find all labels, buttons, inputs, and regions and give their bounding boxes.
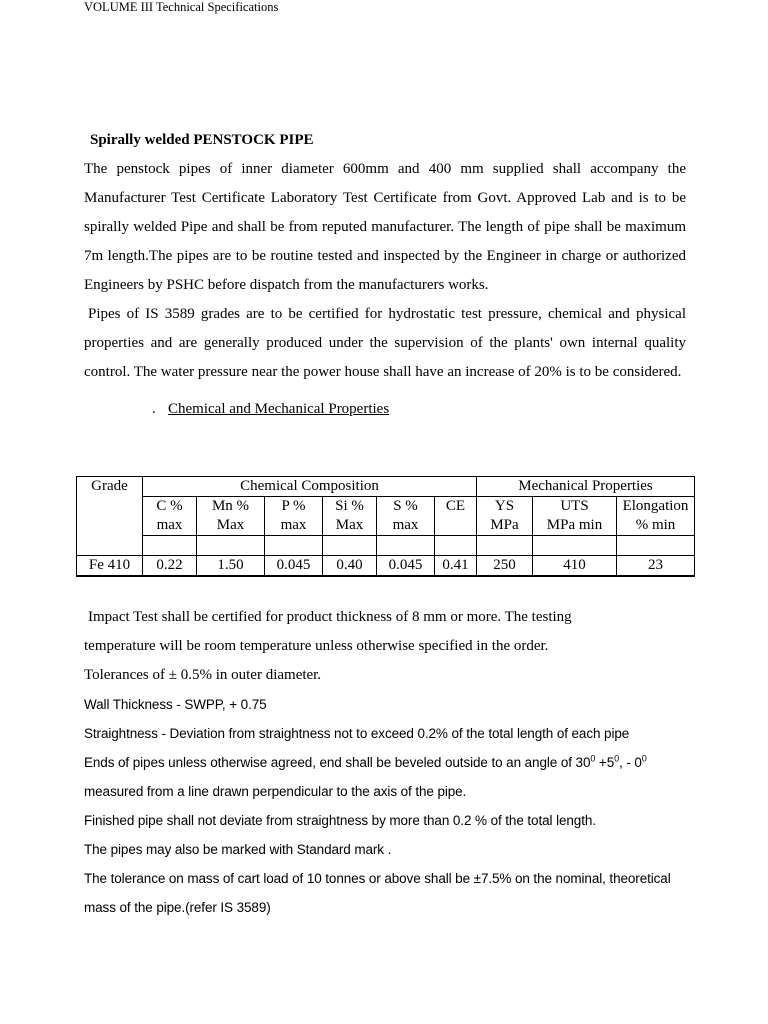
cell-value: 0.045: [265, 556, 323, 577]
grade-header: Grade: [77, 477, 143, 536]
col-header: CE: [435, 497, 477, 536]
col-header: Elongation % min: [617, 497, 695, 536]
table-header-row-2: [77, 497, 695, 536]
finished-pipe-note: Finished pipe shall not deviate from straightness by more than 0.2 % of the total length.: [84, 813, 596, 828]
cell-value: 0.41: [435, 556, 477, 577]
certification-paragraph: Pipes of IS 3589 grades are to be certified for hydrostatic test pressure, chemical and physical properties and are generally produced under the supervision of the plants' own internal quality control. The water pressure near the power house shall have an increase of 20% is to be considered.: [84, 306, 686, 380]
cell-value: 1.50: [197, 556, 265, 577]
cell-value: 410: [533, 556, 617, 577]
table-heading: [84, 395, 686, 423]
impact-test-note: Impact Test shall be certified for product thickness of 8 mm or more. The testing temperature will be room temperature unless otherwise specified in the order.: [84, 609, 572, 654]
section-title: Spirally welded PENSTOCK PIPE: [90, 132, 314, 148]
intro-paragraph: The penstock pipes of inner diameter 600mm and 400 mm supplied shall accompany the Manufacturer Test Certificate Laboratory Test Certificate from Govt. Approved Lab and is to be spirally welded Pipe and shall be from reputed manufacturer. The length of pipe shall be maximum 7m length.The pipes are to be routine tested and inspected by the Engineer in charge or authorized Engineers by PSHC before dispatch from the manufacturers works.: [84, 161, 686, 293]
properties-table: [76, 476, 695, 577]
table-header-row-1: [77, 477, 695, 497]
tolerance-note: Tolerances of ± 0.5% in outer diameter.: [84, 667, 322, 683]
standard-mark-note: The pipes may also be marked with Standard mark .: [84, 842, 392, 857]
col-header: UTS MPa min: [533, 497, 617, 536]
col-header: P % max: [265, 497, 323, 536]
page-header: VOLUME III Technical Specifications: [84, 0, 279, 14]
col-header: C % max: [143, 497, 197, 536]
table-heading-bullet: .: [152, 401, 156, 417]
table-row: [77, 556, 695, 577]
section-content: [84, 126, 686, 423]
wall-thickness-note: Wall Thickness - SWPP, + 0.75: [84, 697, 267, 712]
col-header: Mn % Max: [197, 497, 265, 536]
mechanical-properties-header: Mechanical Properties: [477, 477, 695, 497]
cell-grade: Fe 410: [77, 556, 143, 577]
table-spacer-row: [77, 536, 695, 556]
mass-tolerance-note: The tolerance on mass of cart load of 10 tonnes or above shall be ±7.5% on the nominal, theoretical mass of the pipe.(refer IS 3589): [84, 871, 671, 915]
cell-value: 23: [617, 556, 695, 577]
table-heading-text: Chemical and Mechanical Properties: [168, 401, 390, 417]
chemical-composition-header: Chemical Composition: [143, 477, 477, 497]
col-header: YS MPa: [477, 497, 533, 536]
ends-note: Ends of pipes unless otherwise agreed, end shall be beveled outside to an angle of $30^0 +5^0$, - $0^0$: [84, 753, 647, 770]
col-header: Si % Max: [323, 497, 377, 536]
notes-section: [84, 603, 704, 922]
cell-value: 0.045: [377, 556, 435, 577]
straightness-note: Straightness - Deviation from straightness not to exceed 0.2% of the total length of each pipe: [84, 726, 630, 741]
cell-value: 0.22: [143, 556, 197, 577]
col-header: S % max: [377, 497, 435, 536]
cell-value: 250: [477, 556, 533, 577]
ends-note-continued: measured from a line drawn perpendicular to the axis of the pipe.: [84, 784, 467, 799]
cell-value: 0.40: [323, 556, 377, 577]
